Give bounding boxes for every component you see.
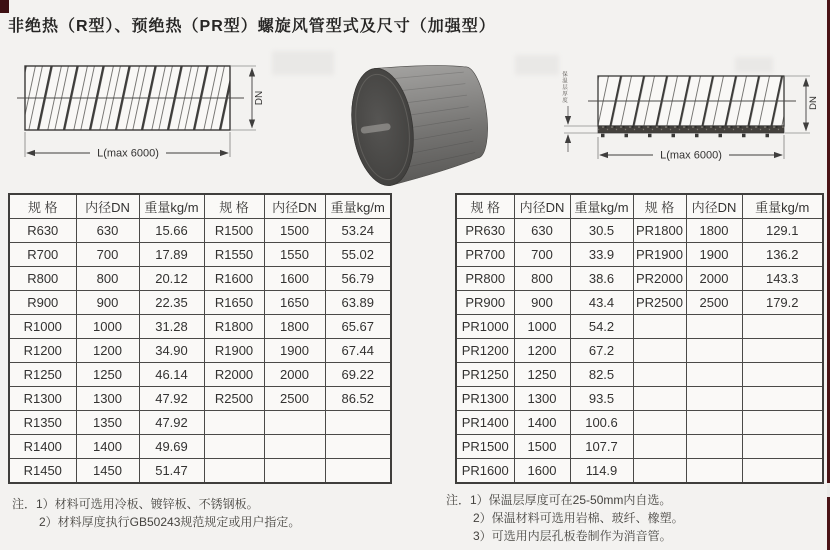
table-cell: 22.35 — [139, 291, 204, 315]
table-cell: 82.5 — [570, 363, 633, 387]
column-header: 重量kg/m — [139, 194, 204, 219]
dn-dimension-label: DN — [808, 96, 819, 110]
table-cell — [742, 339, 823, 363]
table-cell: 1250 — [76, 363, 139, 387]
table-row — [9, 387, 391, 411]
table-cell: 46.14 — [139, 363, 204, 387]
column-header: 规 格 — [204, 194, 264, 219]
table-cell — [633, 363, 686, 387]
table-cell — [686, 459, 742, 484]
table-cell — [633, 387, 686, 411]
insulation-thickness-label: 保温层厚度 — [561, 71, 567, 104]
table-cell: PR700 — [456, 243, 514, 267]
pr-duct-drawing — [556, 62, 828, 162]
table-cell: 69.22 — [325, 363, 391, 387]
table-cell — [742, 411, 823, 435]
table-cell: R1400 — [9, 435, 76, 459]
table-cell: 2500 — [264, 387, 325, 411]
note-line: 2）保温材料可选用岩棉、玻纤、橡塑。 — [473, 511, 684, 525]
table-cell: 17.89 — [139, 243, 204, 267]
note-line: 注．1）材料可选用冷板、镀锌板、不锈钢板。 — [12, 497, 259, 511]
table-cell: 1000 — [76, 315, 139, 339]
table-cell: R700 — [9, 243, 76, 267]
note-line: 3）可选用内层孔板卷制作为消音管。 — [473, 529, 672, 543]
table-cell — [742, 315, 823, 339]
table-cell: 1250 — [514, 363, 570, 387]
r-spec-table — [8, 193, 392, 484]
table-cell: 67.44 — [325, 339, 391, 363]
table-cell: 700 — [514, 243, 570, 267]
table-row — [9, 219, 391, 243]
table-cell: R2000 — [204, 363, 264, 387]
table-cell: 63.89 — [325, 291, 391, 315]
table-cell — [325, 435, 391, 459]
table-row — [456, 243, 823, 267]
table-cell: R1550 — [204, 243, 264, 267]
r-notes — [12, 495, 300, 531]
table-row — [9, 339, 391, 363]
table-cell: 1500 — [264, 219, 325, 243]
table-cell: 2500 — [686, 291, 742, 315]
table-cell: 136.2 — [742, 243, 823, 267]
table-cell — [633, 339, 686, 363]
table-cell: PR1000 — [456, 315, 514, 339]
table-cell: PR1300 — [456, 387, 514, 411]
table-cell: PR2000 — [633, 267, 686, 291]
pr-notes — [446, 491, 684, 545]
table-cell: R2500 — [204, 387, 264, 411]
table-row — [9, 243, 391, 267]
table-row — [9, 315, 391, 339]
table-cell: 100.6 — [570, 411, 633, 435]
table-cell — [686, 435, 742, 459]
table-cell: 800 — [76, 267, 139, 291]
table-cell: 49.69 — [139, 435, 204, 459]
table-cell — [204, 435, 264, 459]
insulation-layer — [598, 126, 784, 133]
table-row — [9, 291, 391, 315]
table-cell: R1500 — [204, 219, 264, 243]
table-cell: 1400 — [76, 435, 139, 459]
table-cell: 179.2 — [742, 291, 823, 315]
table-cell: 86.52 — [325, 387, 391, 411]
table-cell — [204, 459, 264, 484]
table-cell: R1000 — [9, 315, 76, 339]
table-cell: 107.7 — [570, 435, 633, 459]
table-cell — [742, 387, 823, 411]
table-cell: 900 — [76, 291, 139, 315]
table-row — [456, 339, 823, 363]
table-cell: 630 — [514, 219, 570, 243]
table-cell — [686, 363, 742, 387]
table-cell — [633, 315, 686, 339]
table-cell: PR1250 — [456, 363, 514, 387]
table-cell — [264, 435, 325, 459]
table-cell: 630 — [76, 219, 139, 243]
table-cell: 1200 — [514, 339, 570, 363]
table-cell — [686, 339, 742, 363]
column-header: 重量kg/m — [570, 194, 633, 219]
table-cell: PR1400 — [456, 411, 514, 435]
table-cell: R1800 — [204, 315, 264, 339]
table-row — [456, 387, 823, 411]
table-cell: 1900 — [686, 243, 742, 267]
table-cell: R900 — [9, 291, 76, 315]
table-cell — [686, 387, 742, 411]
table-cell: PR1600 — [456, 459, 514, 484]
table-cell: 143.3 — [742, 267, 823, 291]
table-cell: R1250 — [9, 363, 76, 387]
table-cell: R1200 — [9, 339, 76, 363]
table-cell: 47.92 — [139, 411, 204, 435]
table-row — [456, 435, 823, 459]
table-cell: PR900 — [456, 291, 514, 315]
table-cell — [633, 435, 686, 459]
table-cell: 1500 — [514, 435, 570, 459]
table-cell: 65.67 — [325, 315, 391, 339]
table-cell: 15.66 — [139, 219, 204, 243]
table-cell: 1600 — [514, 459, 570, 484]
table-cell — [264, 411, 325, 435]
table-cell: 1650 — [264, 291, 325, 315]
table-cell: 53.24 — [325, 219, 391, 243]
table-row — [456, 267, 823, 291]
table-cell: 1800 — [264, 315, 325, 339]
table-cell — [264, 459, 325, 484]
table-cell — [686, 315, 742, 339]
table-cell — [325, 459, 391, 484]
column-header: 重量kg/m — [742, 194, 823, 219]
table-row — [9, 435, 391, 459]
table-row — [9, 411, 391, 435]
table-cell: 800 — [514, 267, 570, 291]
table-cell: 900 — [514, 291, 570, 315]
table-cell — [204, 411, 264, 435]
table-cell: 47.92 — [139, 387, 204, 411]
table-cell: 1550 — [264, 243, 325, 267]
table-cell: 1900 — [264, 339, 325, 363]
pr-spec-table — [455, 193, 824, 484]
table-cell: 34.90 — [139, 339, 204, 363]
note-line: 注．1）保温层厚度可在25-50mm内自选。 — [446, 493, 672, 507]
table-cell: PR1500 — [456, 435, 514, 459]
table-cell: R630 — [9, 219, 76, 243]
table-cell: R1300 — [9, 387, 76, 411]
table-cell: R1350 — [9, 411, 76, 435]
header-row — [456, 194, 823, 219]
table-row — [9, 363, 391, 387]
table-cell: 54.2 — [570, 315, 633, 339]
column-header: 内径DN — [686, 194, 742, 219]
scan-artifact — [272, 51, 334, 75]
column-header: 内径DN — [264, 194, 325, 219]
table-cell: 20.12 — [139, 267, 204, 291]
table-cell: PR1800 — [633, 219, 686, 243]
column-header: 重量kg/m — [325, 194, 391, 219]
table-cell: 1300 — [76, 387, 139, 411]
table-cell — [742, 435, 823, 459]
table-cell — [633, 411, 686, 435]
column-header: 规 格 — [456, 194, 514, 219]
table-cell: 1400 — [514, 411, 570, 435]
table-row — [456, 315, 823, 339]
table-cell: 33.9 — [570, 243, 633, 267]
table-cell: 56.79 — [325, 267, 391, 291]
table-cell — [742, 363, 823, 387]
table-cell: 43.4 — [570, 291, 633, 315]
table-cell: 1350 — [76, 411, 139, 435]
table-cell: 31.28 — [139, 315, 204, 339]
column-header: 规 格 — [9, 194, 76, 219]
table-cell: 51.47 — [139, 459, 204, 484]
length-dimension-label: L(max 6000) — [97, 147, 159, 160]
scan-artifact — [515, 55, 559, 75]
table-row — [456, 219, 823, 243]
table-cell: 30.5 — [570, 219, 633, 243]
table-cell: R800 — [9, 267, 76, 291]
table-cell: 1450 — [76, 459, 139, 484]
table-cell: 1600 — [264, 267, 325, 291]
table-cell — [325, 411, 391, 435]
table-cell: 38.6 — [570, 267, 633, 291]
table-cell: 2000 — [686, 267, 742, 291]
table-cell: PR1200 — [456, 339, 514, 363]
table-cell: R1650 — [204, 291, 264, 315]
page-corner-mark — [0, 0, 9, 13]
table-row — [456, 411, 823, 435]
table-cell: PR1900 — [633, 243, 686, 267]
table-cell — [686, 411, 742, 435]
page-title: 非绝热（R型）、预绝热（PR型）螺旋风管型式及尺寸（加强型） — [8, 18, 496, 35]
table-cell — [633, 459, 686, 484]
table-cell: 67.2 — [570, 339, 633, 363]
table-cell: PR630 — [456, 219, 514, 243]
table-cell: 114.9 — [570, 459, 633, 484]
table-cell: PR2500 — [633, 291, 686, 315]
column-header: 规 格 — [633, 194, 686, 219]
table-cell: 55.02 — [325, 243, 391, 267]
table-cell: 1000 — [514, 315, 570, 339]
table-cell: 1300 — [514, 387, 570, 411]
table-cell: R1900 — [204, 339, 264, 363]
table-cell: PR800 — [456, 267, 514, 291]
table-cell: 129.1 — [742, 219, 823, 243]
table-cell: 2000 — [264, 363, 325, 387]
column-header: 内径DN — [514, 194, 570, 219]
dn-dimension-label: DN — [254, 90, 265, 106]
table-cell: 93.5 — [570, 387, 633, 411]
note-line: 2）材料厚度执行GB50243规范规定或用户指定。 — [39, 515, 301, 529]
table-cell: 700 — [76, 243, 139, 267]
duct-photo — [336, 46, 514, 194]
r-duct-drawing — [10, 54, 272, 166]
table-cell — [742, 459, 823, 484]
table-row — [456, 291, 823, 315]
table-row — [9, 267, 391, 291]
length-dimension-label: L(max 6000) — [660, 149, 722, 162]
table-cell: 1200 — [76, 339, 139, 363]
table-cell: R1450 — [9, 459, 76, 484]
header-row — [9, 194, 391, 219]
table-row — [456, 363, 823, 387]
table-row — [9, 459, 391, 484]
table-cell: 1800 — [686, 219, 742, 243]
column-header: 内径DN — [76, 194, 139, 219]
table-cell: R1600 — [204, 267, 264, 291]
duct-photo-shape — [345, 54, 495, 190]
table-row — [456, 459, 823, 484]
